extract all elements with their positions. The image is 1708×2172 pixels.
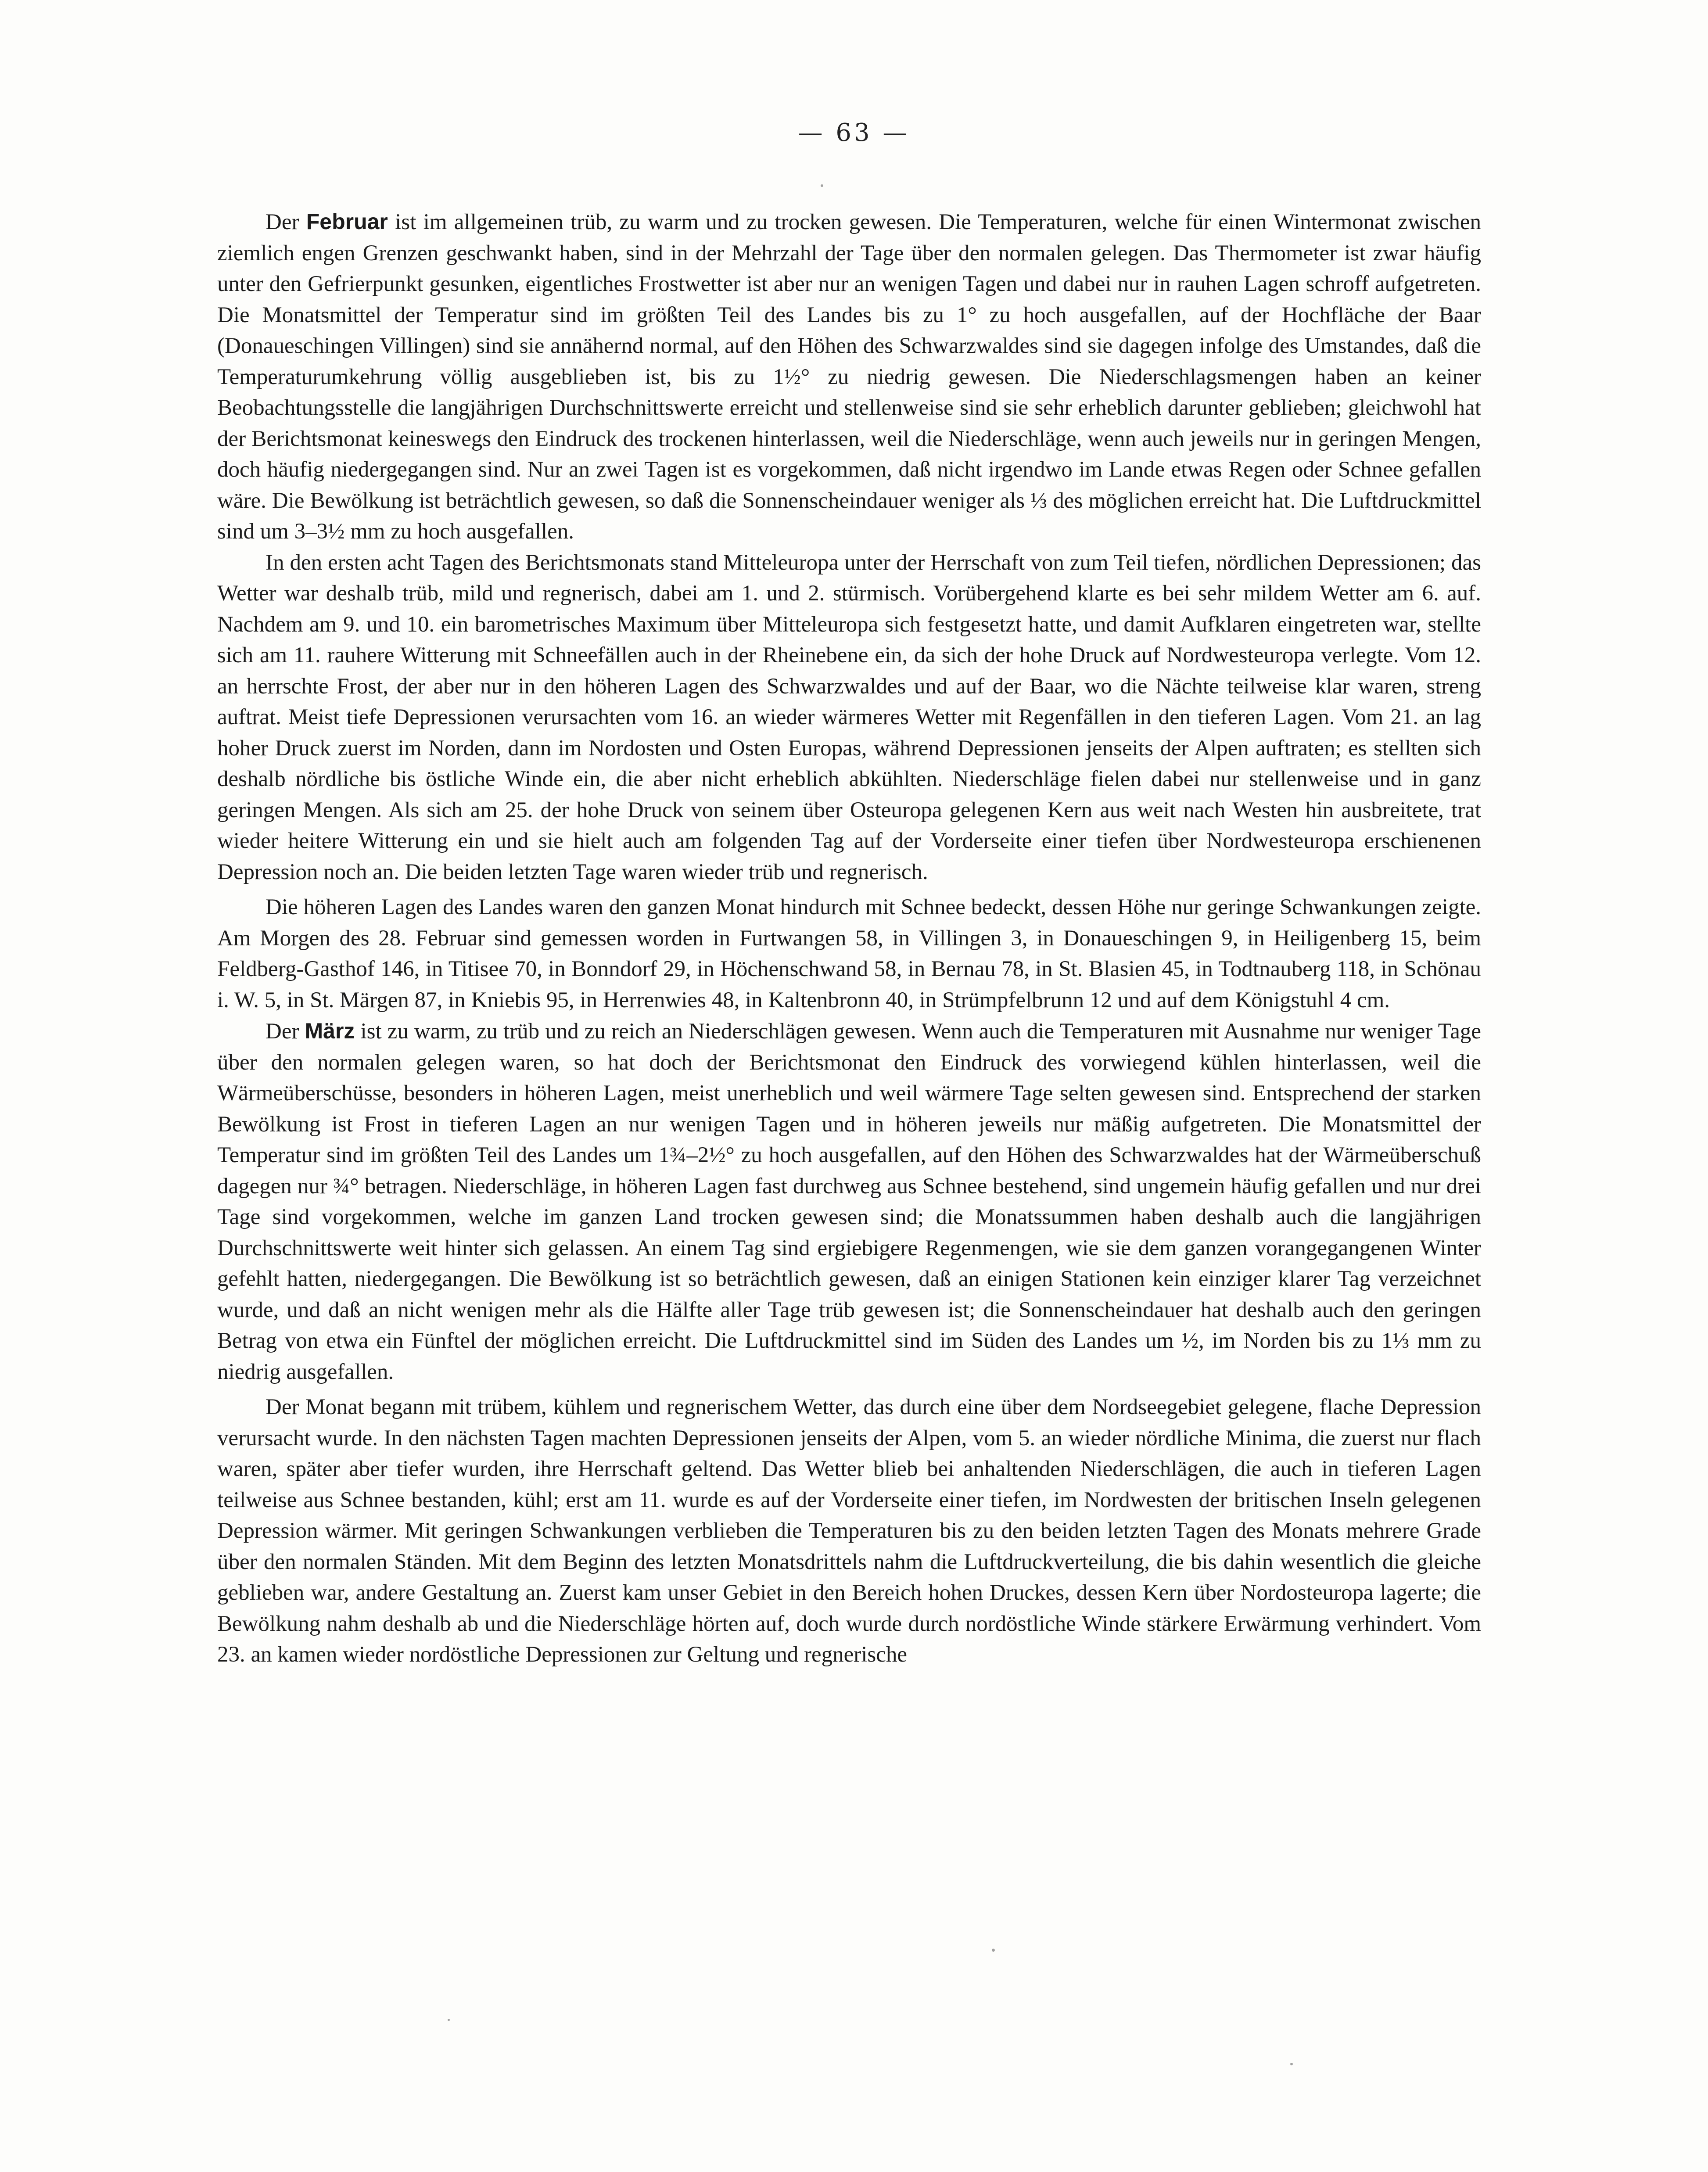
body-text: [217, 206, 1481, 1670]
paragraph-lead: Der: [266, 210, 306, 234]
paragraph-march-summary: [217, 1016, 1481, 1387]
paragraph-february-weather-course: In den ersten acht Tagen des Berichtsmonats stand Mitteleuropa unter der Herrschaft von zum Teil tiefen, nördlichen Depressionen; das Wetter war deshalb trüb, mild und regnerisch, dabei am 1. und 2. stürmisch. Vorübergehend klarte es bei sehr mildem Wetter am 6. auf. Nachdem am 9. und 10. ein barometrisches Maximum über Mitteleuropa sich festgesetzt hatte, und damit Aufklaren eingetreten war, stellte sich am 11. rauhere Witterung mit Schneefällen auch in der Rheinebene ein, da sich der hohe Druck auf Nordwesteuropa verlegte. Vom 12. an herrschte Frost, der aber nur in den höheren Lagen des Schwarzwaldes und auf der Baar, wo die Nächte teilweise klar waren, streng auftrat. Meist tiefe Depressionen verursachten vom 16. an wieder wärmeres Wetter mit Regenfällen in den tieferen Lagen. Vom 21. an lag hoher Druck zuerst im Norden, dann im Nordosten und Osten Europas, während Depressionen jenseits der Alpen auftraten; es stellten sich deshalb nördliche bis östliche Winde ein, die aber nicht erheblich abkühlten. Niederschläge fielen dabei nur stellenweise und in ganz geringen Mengen. Als sich am 25. der hohe Druck von seinem über Osteuropa gelegenen Kern aus weit nach Westen hin ausbreitete, trat wieder heitere Witterung ein und sie hielt auch am folgenden Tag auf der Vorderseite einer tiefen über Nordwesteuropa erschienenen Depression noch an. Die beiden letzten Tage waren wieder trüb und regnerisch.: [217, 550, 1481, 884]
scan-speck: [1290, 2063, 1293, 2065]
scan-speck: [448, 2019, 450, 2021]
scan-speck: [992, 1949, 995, 1952]
paragraph-lead: Der: [266, 1019, 305, 1044]
paragraph-march-weather-course: Der Monat begann mit trübem, kühlem und regnerischem Wetter, das durch eine über dem Nordseegebiet gelegene, flache Depression verursacht wurde. In den nächsten Tagen machten Depressionen jenseits der Alpen, vom 5. an wieder nördliche Minima, die zuerst nur flach waren, später aber tiefer wurden, ihre Herrschaft geltend. Das Wetter blieb bei anhaltenden Niederschlägen, die auch in tieferen Lagen teilweise aus Schnee bestanden, kühl; erst am 11. wurde es auf der Vorderseite einer tiefen, im Nordwesten der britischen Inseln gelegenen Depression wärmer. Mit geringen Schwankungen verblieben die Temperaturen bis zu den beiden letzten Tagen des Monats mehrere Grade über den normalen Ständen. Mit dem Beginn des letzten Monatsdrittels nahm die Luftdruckverteilung, die bis dahin wesentlich die gleiche geblieben war, andere Gestaltung an. Zuerst kam unser Gebiet in den Bereich hohen Druckes, dessen Kern über Nordosteuropa lagerte; die Bewölkung nahm deshalb ab und die Niederschläge hörten auf, doch wurde durch nordöstliche Winde stärkere Erwärmung verhindert. Vom 23. an kamen wieder nordöstliche Depressionen zur Geltung und regnerische: [217, 1395, 1481, 1667]
page-number: — 63 —: [798, 118, 910, 147]
month-heading-maerz: März: [305, 1019, 355, 1043]
scan-speck: [821, 184, 823, 187]
paragraph-text: ist zu warm, zu trüb und zu reich an Niederschlägen gewesen. Wenn auch die Temperaturen mit Ausnahme nur weniger Tage über den normalen gelegen waren, so hat doch der Berichtsmonat den Eindruck des vorwiegend kühlen hinterlassen, weil die Wärmeüberschüsse, besonders in höheren Lagen, meist unerheblich und weil wärmere Tage selten gewesen sind. Entsprechend der starken Bewölkung ist Frost in tieferen Lagen an nur wenigen Tagen und in höheren jeweils nur mäßig aufgetreten. Die Monatsmittel der Temperatur sind im größten Teil des Landes um 1¾–2½° zu hoch ausgefallen, auf den Höhen des Schwarzwaldes hat der Wärmeüberschuß dagegen nur ¾° betragen. Niederschläge, in höheren Lagen fast durchweg aus Schnee bestehend, sind ungemein häufig gefallen und nur drei Tage sind vorgekommen, welche im ganzen Land trocken gewesen sind; die Monatssummen haben deshalb auch die langjährigen Durchschnittswerte weit hinter sich gelassen. An einem Tag sind ergiebigere Regenmengen, wie sie dem ganzen vorangegangenen Winter gefehlt hatten, niedergegangen. Die Bewölkung ist so beträchtlich gewesen, daß an einigen Stationen kein einziger klarer Tag verzeichnet wurde, und daß an nicht wenigen mehr als die Hälfte aller Tage trüb gewesen ist; die Sonnenscheindauer hat deshalb auch den geringen Betrag von etwa ein Fünftel der möglichen erreicht. Die Luftdruckmittel sind im Süden des Landes um ½, im Norden bis zu 1⅓ mm zu niedrig ausgefallen.: [217, 1019, 1482, 1384]
month-heading-februar: Februar: [306, 209, 388, 234]
paragraph-february-snow-depths: Die höheren Lagen des Landes waren den ganzen Monat hindurch mit Schnee bedeckt, dessen Höhe nur geringe Schwankungen zeigte. Am Morgen des 28. Februar sind gemessen worden in Furtwangen 58, in Villingen 3, in Donaueschingen 9, in Heiligenberg 15, beim Feldberg-Gasthof 146, in Titisee 70, in Bonndorf 29, in Höchenschwand 58, in Bernau 78, in St. Blasien 45, in Todtnauberg 118, in Schönau i. W. 5, in St. Märgen 87, in Kniebis 95, in Herrenwies 48, in Kaltenbronn 40, in Strümpfelbrunn 12 und auf dem Königstuhl 4 cm.: [217, 895, 1481, 1012]
paragraph-february-summary: [217, 206, 1481, 547]
paragraph-text: ist im allgemeinen trüb, zu warm und zu trocken gewesen. Die Temperaturen, welche für einen Wintermonat zwischen ziemlich engen Grenzen geschwankt haben, sind in der Mehrzahl der Tage über den normalen gelegen. Das Thermometer ist zwar häufig unter den Gefrierpunkt gesunken, eigentliches Frostwetter ist aber nur an wenigen Tagen und dabei nur in rauhen Lagen schroff aufgetreten. Die Monatsmittel der Temperatur sind im größten Teil des Landes bis zu 1° zu hoch ausgefallen, auf der Hochfläche der Baar (Donaueschingen Villingen) sind sie annähernd normal, auf den Höhen des Schwarzwaldes sind sie dagegen infolge des Umstandes, daß die Temperaturumkehrung völlig ausgeblieben ist, bis zu 1½° zu niedrig gewesen. Die Niederschlagsmengen haben an keiner Beobachtungsstelle die langjährigen Durchschnittswerte erreicht und stellenweise sind sie sehr erheblich darunter geblieben; gleichwohl hat der Berichtsmonat keineswegs den Eindruck des trockenen hinterlassen, weil die Niederschläge, wenn auch jeweils nur in geringen Mengen, doch häufig niedergegangen sind. Nur an zwei Tagen ist es vorgekommen, daß nicht irgendwo im Lande etwas Regen oder Schnee gefallen wäre. Die Bewölkung ist beträchtlich gewesen, so daß die Sonnenscheindauer weniger als ⅓ des möglichen erreicht hat. Die Luftdruckmittel sind um 3–3½ mm zu hoch ausgefallen.: [217, 210, 1481, 544]
